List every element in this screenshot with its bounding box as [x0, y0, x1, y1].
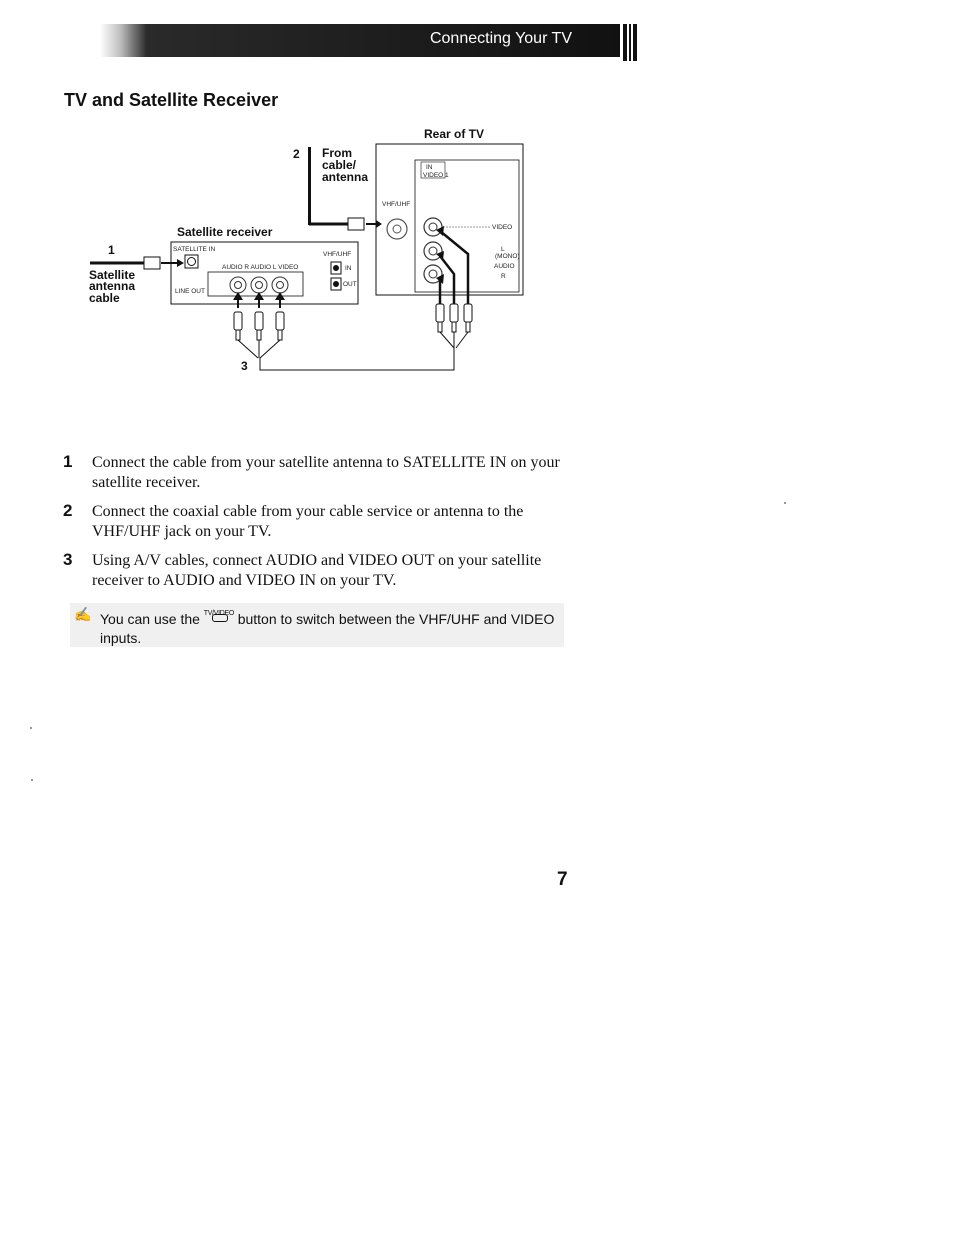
tv-video-jack: [424, 218, 442, 236]
tv-vhf-uhf-label: VHF/UHF: [382, 201, 411, 208]
rear-of-tv-label: Rear of TV: [424, 127, 485, 141]
page-number: 7: [557, 869, 568, 890]
step-number: 2: [63, 501, 73, 520]
tv-vhf-uhf-jack: [387, 219, 407, 239]
step-item: [60, 551, 560, 591]
chapter-title: Connecting Your TV: [429, 30, 572, 47]
coax-connector: [348, 218, 364, 230]
tv-audio-label: AUDIO: [494, 263, 515, 270]
step-text: Connect the coaxial cable from your cable service or antenna to the VHF/UHF jack on your TV.: [92, 503, 524, 540]
callout-1: 1: [108, 243, 115, 257]
receiver-av-plugs: [234, 312, 284, 340]
receiver-vhf-uhf-label: VHF/UHF: [323, 251, 352, 258]
receiver-line-out-jacks: [230, 277, 288, 293]
receiver-satellite-in-label: SATELLITE IN: [173, 246, 216, 253]
scan-speck: [784, 502, 786, 504]
tv-video1-label: VIDEO 1: [423, 172, 449, 179]
receiver-out-label: OUT: [343, 281, 357, 288]
receiver-output-arrows: [233, 292, 285, 308]
av-cable-bundle: [260, 348, 454, 370]
pencil-note-icon: ✍: [74, 606, 92, 622]
tv-video-label: VIDEO: [492, 224, 513, 231]
tv-l-label: L: [501, 246, 505, 253]
tip-note: [70, 603, 564, 647]
tv-video-button-label: TV/VIDEO: [203, 610, 235, 617]
tip-text: [100, 606, 560, 648]
step-text: Connect the cable from your satellite antenna to SATELLITE IN on your satellite receiver.: [92, 454, 560, 491]
callout-2: 2: [293, 147, 300, 161]
receiver-satellite-in-jack: [185, 255, 198, 268]
receiver-audio-video-label: AUDIO R AUDIO L VIDEO: [222, 264, 299, 271]
tv-av-plugs: [436, 304, 472, 332]
header-thumb-tab: [623, 24, 639, 61]
satellite-cable-label-3: cable: [89, 291, 120, 305]
tv-video-button-icon: [204, 606, 234, 622]
receiver-line-out-label: LINE OUT: [175, 288, 205, 295]
scan-speck: [30, 727, 32, 729]
connection-diagram: [60, 120, 550, 382]
tip-text-after: button to switch between the VHF/UHF and VIDEO inputs.: [100, 611, 555, 646]
step-number: 3: [63, 550, 73, 569]
antenna-cable: [308, 147, 311, 225]
step-item: [60, 453, 560, 493]
section-title: TV and Satellite Receiver: [64, 90, 279, 110]
satellite-cable-label: Satellite: [89, 268, 136, 282]
step-text: Using A/V cables, connect AUDIO and VIDEO OUT on your satellite receiver to AUDIO and VIDEO IN on your TV.: [92, 552, 542, 589]
from-label-2: cable/: [322, 158, 357, 172]
receiver-in-label: IN: [345, 265, 352, 272]
chapter-header-bar: [100, 24, 620, 57]
tv-mono-label: (MONO): [495, 253, 520, 260]
from-label: From: [322, 146, 352, 160]
satellite-cable-label-2: antenna: [89, 279, 136, 293]
from-label-3: antenna: [322, 170, 369, 184]
tv-audio-l-jack: [424, 242, 442, 260]
step-number: 1: [63, 452, 73, 471]
satellite-receiver-label: Satellite receiver: [177, 225, 273, 239]
tv-r-label: R: [501, 273, 506, 280]
steps-list: [60, 453, 560, 600]
satellite-cable-connector: [144, 257, 160, 269]
scan-speck: [31, 779, 33, 781]
tip-text-before: You can use the: [100, 611, 200, 627]
step-item: [60, 502, 560, 542]
tv-in-label: IN: [426, 164, 433, 171]
callout-3: 3: [241, 359, 248, 373]
